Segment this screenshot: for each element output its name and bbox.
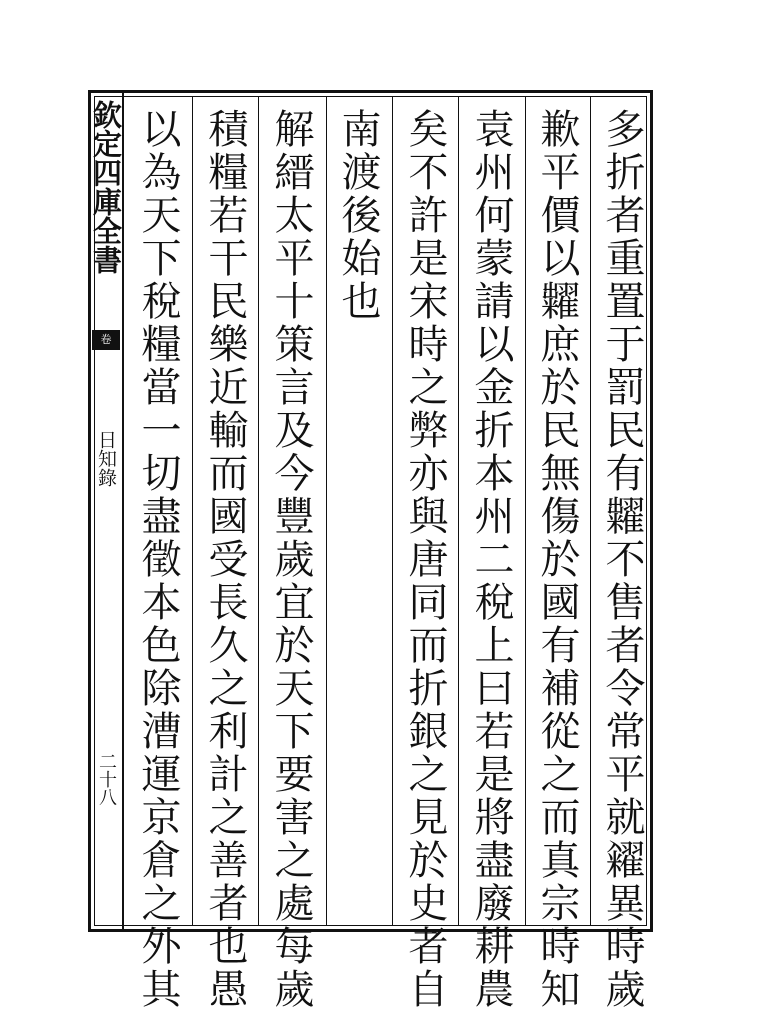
column-rule bbox=[525, 96, 526, 926]
column-rule bbox=[590, 96, 591, 926]
series-title: 欽定四庫全書 bbox=[89, 100, 123, 274]
text-column-3: 袁州何蒙請以金折本州二稅上曰若是將盡廢耕農 bbox=[468, 108, 514, 1011]
column-rule bbox=[258, 96, 259, 926]
column-rule bbox=[392, 96, 393, 926]
text-column-7: 積糧若干民樂近輸而國受長久之利計之善者也愚 bbox=[202, 108, 248, 1011]
text-column-2: 歉平價以糶庶於民無傷於國有補從之而真宗時知 bbox=[534, 108, 580, 1011]
text-column-6: 解縉太平十策言及今豐歲宜於天下要害之處每歲 bbox=[268, 108, 314, 1011]
column-rule bbox=[458, 96, 459, 926]
page-number: 二十八 bbox=[96, 752, 117, 806]
text-column-8: 以為天下稅糧當一切盡徵本色除漕運京倉之外其 bbox=[135, 108, 181, 1011]
fish-tail-mark: 卷 bbox=[92, 330, 120, 350]
column-rule bbox=[192, 96, 193, 926]
text-column-1: 多折者重置于罰民有糶不售者令常平就糴異時歲 bbox=[599, 108, 645, 1011]
text-column-4: 矣不許是宋時之弊亦與唐同而折銀之見於史者自 bbox=[402, 108, 448, 1011]
text-column-5: 南渡後始也 bbox=[335, 108, 381, 323]
column-rule bbox=[326, 96, 327, 926]
book-title: 日知錄 bbox=[95, 430, 117, 487]
